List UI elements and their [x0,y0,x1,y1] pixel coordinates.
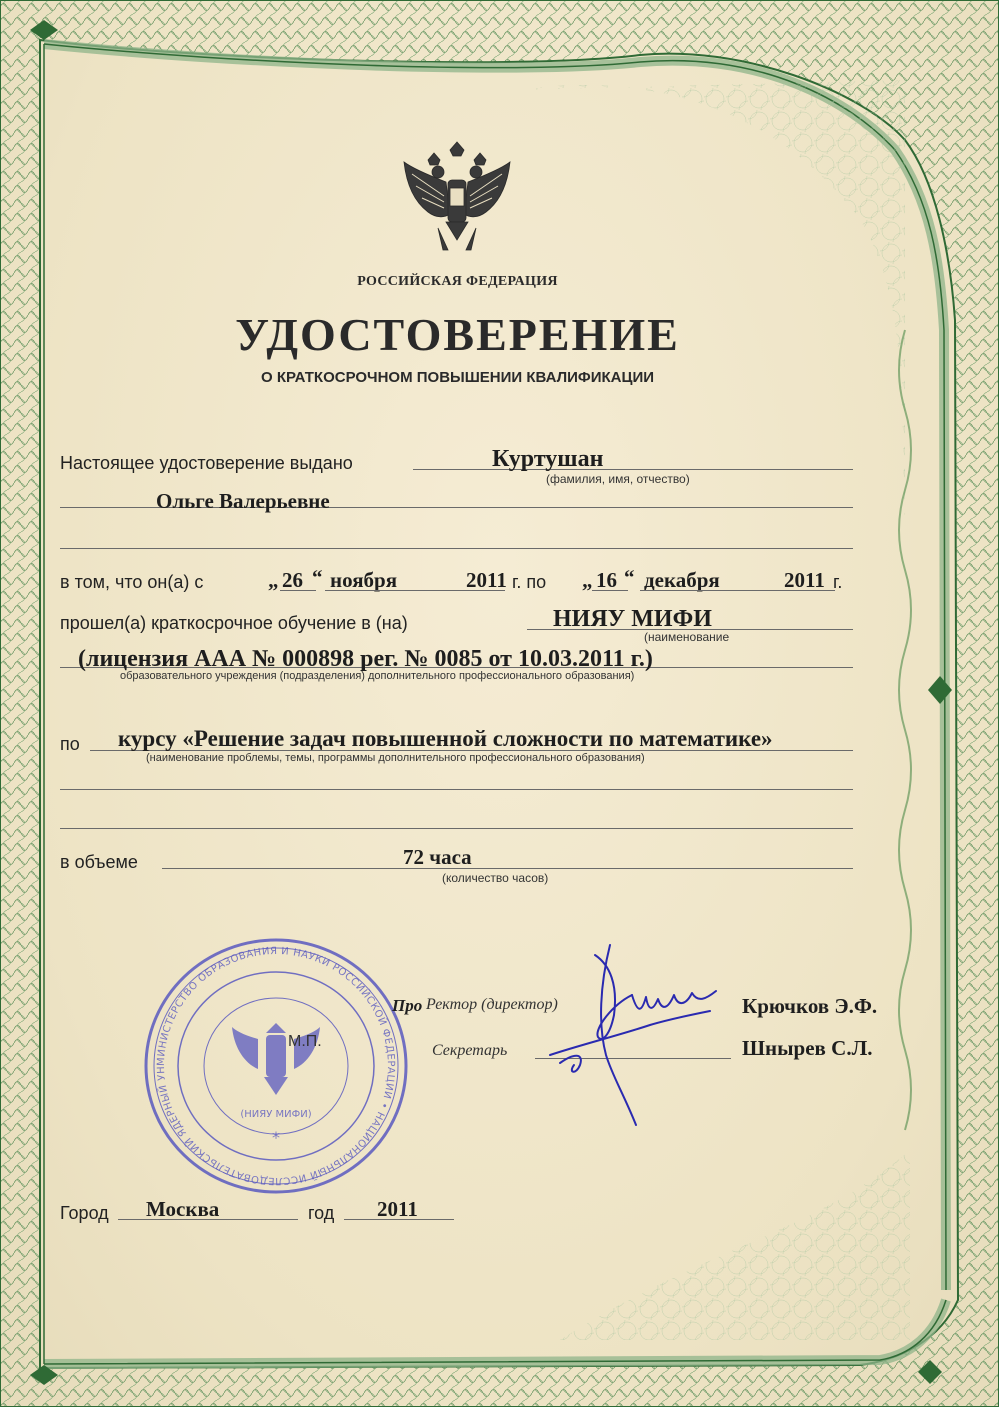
rector-name: Крючков Э.Ф. [742,994,878,1018]
start-year: 2011 [466,568,507,592]
volume-label: в объеме [60,852,138,872]
end-month: декабря [644,568,720,592]
year-label: год [308,1203,335,1223]
quote-open-1: „ [268,568,279,592]
svg-text:*: * [272,1128,280,1147]
course-caption: (наименование проблемы, темы, программы дополнительного профессионального образования) [146,752,645,764]
rector-label: Ректор (директор) [426,996,558,1013]
recipient-name: Ольге Валерьевне [156,489,330,513]
country-heading: РОССИЙСКАЯ ФЕДЕРАЦИЯ [357,274,558,289]
start-day: 26 [282,568,303,592]
volume-line [162,868,853,869]
handwritten-signature [540,925,740,1135]
start-month: ноября [330,568,398,592]
city-value: Москва [146,1197,220,1221]
end-day-line [592,590,628,591]
end-day: 16 [596,568,617,592]
recipient-surname: Куртушан [492,446,604,472]
course-name: курсу «Решение задач повышенной сложности по математике» [118,726,773,751]
institution-name: НИЯУ МИФИ [553,606,712,632]
period-label: в том, что он(а) с [60,572,204,592]
document-subtitle: О КРАТКОСРОЧНОМ ПОВЫШЕНИИ КВАЛИФИКАЦИИ [260,369,655,386]
training-label: прошел(а) краткосрочное обучение в (на) [60,613,408,633]
g-end-label: г. [833,572,843,592]
quote-close-1: “ [312,565,323,589]
blank-line-3 [60,828,853,829]
volume-value: 72 часа [403,845,472,869]
quote-close-2: “ [624,565,635,589]
document-title: УДОСТОВЕРЕНИЕ [235,309,680,360]
blank-line-1 [60,548,853,549]
svg-text:(НИЯУ МИФИ): (НИЯУ МИФИ) [240,1109,312,1120]
city-label: Город [60,1203,109,1223]
secretary-label: Секретарь [432,1042,508,1059]
end-year: 2011 [784,568,825,592]
secretary-name: Шнырев С.Л. [742,1036,873,1060]
institution-caption: (наименование [644,630,730,644]
quote-open-2: „ [582,568,593,592]
surname-line [413,469,853,470]
issued-label: Настоящее удостоверение выдано [60,453,353,473]
institution-caption-2: образовательного учреждения (подразделения) дополнительного профессионального образования) [120,670,635,682]
volume-caption: (количество часов) [442,871,549,885]
official-seal [140,935,412,1197]
course-label: по [60,734,80,754]
fio-caption: (фамилия, имя, отчество) [546,472,690,486]
double-headed-eagle-emblem [398,140,516,255]
start-day-line [280,590,316,591]
svg-text:МИНИСТЕРСТВО ОБРАЗОВАНИЯ И НАУ: МИНИСТЕРСТВО ОБРАЗОВАНИЯ И НАУКИ РОССИЙСКОЙ ФЕДЕРАЦИИ • НАЦИОНАЛЬНЫЙ ИССЛЕДОВАТЕЛЬСКИЙ ЯДЕРНЫЙ УН [155,945,397,1187]
blank-line-2 [60,789,853,790]
g-po-label: г. по [512,572,547,592]
license-text: (лицензия ААА № 000898 рег. № 0085 от 10.03.2011 г.) [78,646,653,672]
seal-graphic [140,935,412,1197]
year-value: 2011 [377,1197,418,1221]
mp-label: М.П. [288,1033,322,1050]
pro-prefix: Про [392,996,423,1015]
